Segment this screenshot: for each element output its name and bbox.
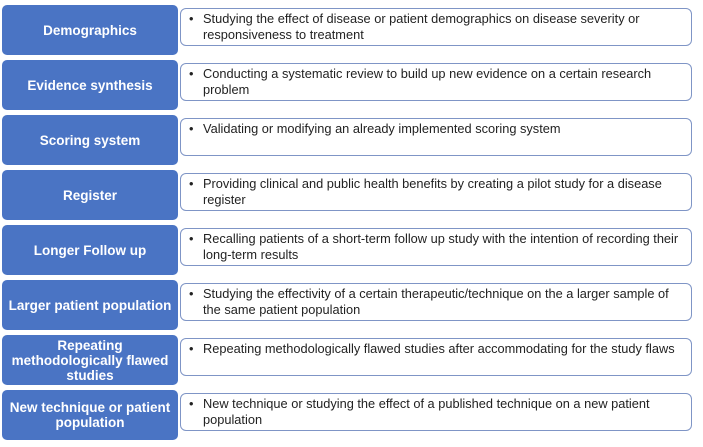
description-box [180, 283, 692, 321]
bullet-icon: • [189, 286, 194, 301]
description-text: Validating or modifying an already implemented scoring system [203, 121, 561, 136]
row-longer-follow-up [0, 224, 703, 276]
description-text: Conducting a systematic review to build up new evidence on a certain research problem [203, 66, 652, 97]
category-label: Repeating methodologically flawed studies [1, 334, 179, 386]
description-box [180, 393, 692, 431]
bullet-icon: • [189, 231, 194, 246]
description-text: Providing clinical and public health benefits by creating a pilot study for a disease register [203, 176, 662, 207]
bullet-icon: • [189, 66, 194, 81]
category-label: Register [1, 169, 179, 221]
row-demographics [0, 4, 703, 56]
bullet-icon: • [189, 341, 194, 356]
bullet-icon: • [189, 11, 194, 26]
row-new-technique [0, 389, 703, 441]
row-scoring-system [0, 114, 703, 166]
category-label: Demographics [1, 4, 179, 56]
row-repeating-flawed-studies [0, 334, 703, 386]
description-text: New technique or studying the effect of a published technique on a new patient population [203, 396, 650, 427]
row-evidence-synthesis [0, 59, 703, 111]
description-box [180, 228, 692, 266]
description-text: Studying the effect of disease or patient demographics on disease severity or responsiveness to treatment [203, 11, 640, 42]
description-text: Studying the effectivity of a certain therapeutic/technique on the a larger sample of the same patient population [203, 286, 669, 317]
bullet-icon: • [189, 121, 194, 136]
category-label: Larger patient population [1, 279, 179, 331]
row-register [0, 169, 703, 221]
category-label: New technique or patient population [1, 389, 179, 441]
description-box [180, 338, 692, 376]
description-box [180, 8, 692, 46]
category-label: Scoring system [1, 114, 179, 166]
category-label: Longer Follow up [1, 224, 179, 276]
row-larger-patient-population [0, 279, 703, 331]
description-box [180, 173, 692, 211]
description-text: Recalling patients of a short-term follow up study with the intention of recording their long-term results [203, 231, 679, 262]
description-box [180, 63, 692, 101]
bullet-icon: • [189, 176, 194, 191]
description-text: Repeating methodologically flawed studies after accommodating for the study flaws [203, 341, 675, 356]
description-box [180, 118, 692, 156]
bullet-icon: • [189, 396, 194, 411]
category-label: Evidence synthesis [1, 59, 179, 111]
